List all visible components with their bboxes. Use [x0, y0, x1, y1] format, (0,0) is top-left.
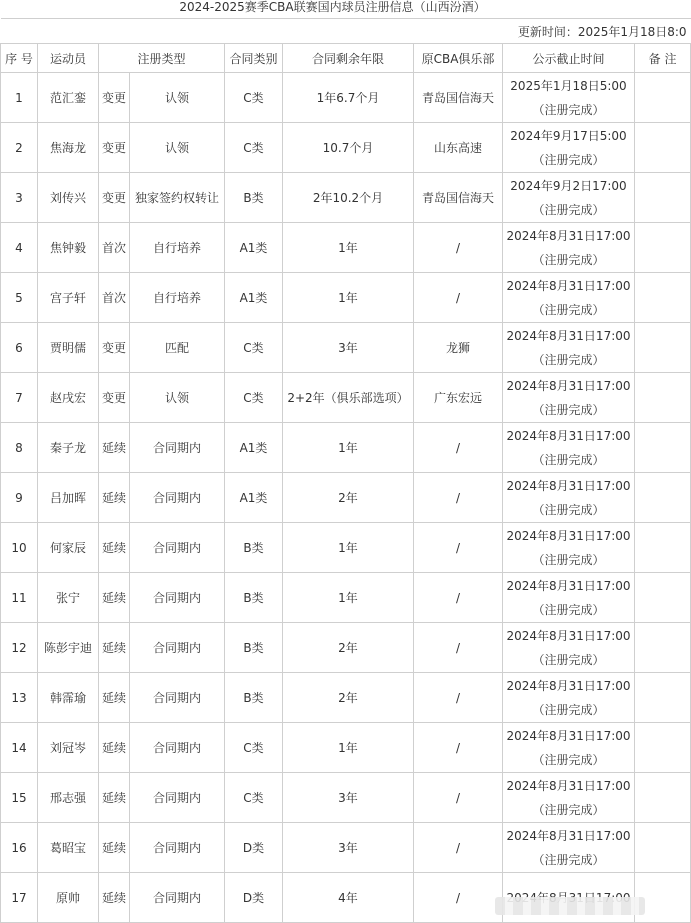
row-remaining: 1年 [283, 723, 414, 773]
row-deadline [503, 823, 635, 873]
row-no: 16 [1, 823, 38, 873]
row-registration-status: （注册完成） [532, 302, 605, 317]
row-reg-kind: 变更 [99, 373, 130, 423]
row-remaining: 2年 [283, 673, 414, 723]
row-registration-status: （注册完成） [532, 402, 605, 417]
row-player-name: 焦钟毅 [38, 223, 99, 273]
row-player-name: 赵戌宏 [38, 373, 99, 423]
row-registration-status: （注册完成） [532, 152, 605, 167]
row-reg-kind: 变更 [99, 123, 130, 173]
row-reg-kind: 延续 [99, 573, 130, 623]
row-reg-kind: 首次 [99, 273, 130, 323]
row-reg-detail: 自行培养 [130, 273, 225, 323]
row-contract-type: A1类 [225, 273, 283, 323]
row-registration-status: （注册完成） [532, 652, 605, 667]
row-contract-type: A1类 [225, 423, 283, 473]
row-remark [635, 473, 691, 523]
row-remaining: 1年 [283, 423, 414, 473]
table-header [1, 44, 691, 73]
row-registration-status: （注册完成） [532, 852, 605, 867]
row-remaining: 10.7个月 [283, 123, 414, 173]
row-deadline-time: 2024年8月31日17:00 [506, 328, 631, 343]
col-header-remark: 备 注 [635, 44, 691, 73]
row-remark [635, 723, 691, 773]
row-reg-detail: 认领 [130, 73, 225, 123]
row-player-name: 刘冠岑 [38, 723, 99, 773]
row-deadline-time: 2024年8月31日17:00 [506, 778, 631, 793]
row-no: 2 [1, 123, 38, 173]
row-remaining: 2年 [283, 623, 414, 673]
row-reg-kind: 延续 [99, 873, 130, 923]
row-original-club: / [414, 773, 503, 823]
row-no: 14 [1, 723, 38, 773]
col-header-original-club: 原CBA俱乐部 [414, 44, 503, 73]
row-deadline-time: 2024年8月31日17:00 [506, 678, 631, 693]
row-original-club: / [414, 473, 503, 523]
row-reg-detail: 合同期内 [130, 873, 225, 923]
row-deadline-time: 2024年8月31日17:00 [506, 428, 631, 443]
row-remark [635, 523, 691, 573]
row-player-name: 吕加晖 [38, 473, 99, 523]
update-time-row [1, 19, 691, 44]
row-reg-kind: 首次 [99, 223, 130, 273]
row-reg-kind: 延续 [99, 823, 130, 873]
row-contract-type: B类 [225, 573, 283, 623]
row-registration-status: （注册完成） [532, 452, 605, 467]
col-header-remaining: 合同剩余年限 [283, 44, 414, 73]
row-deadline-time: 2024年8月31日17:00 [506, 628, 631, 643]
row-deadline-time: 2024年8月31日17:00 [506, 478, 631, 493]
row-player-name: 陈彭宇迪 [38, 623, 99, 673]
row-reg-kind: 变更 [99, 173, 130, 223]
row-no: 1 [1, 73, 38, 123]
row-player-name: 原帅 [38, 873, 99, 923]
row-contract-type: C类 [225, 723, 283, 773]
row-player-name: 何家辰 [38, 523, 99, 573]
row-contract-type: A1类 [225, 473, 283, 523]
row-player-name: 宫子轩 [38, 273, 99, 323]
row-remark [635, 223, 691, 273]
row-deadline [503, 673, 635, 723]
row-no: 15 [1, 773, 38, 823]
row-reg-detail: 合同期内 [130, 673, 225, 723]
row-original-club: 山东高速 [414, 123, 503, 173]
row-registration-status: （注册完成） [532, 752, 605, 767]
row-remark [635, 423, 691, 473]
row-deadline [503, 473, 635, 523]
row-reg-detail: 合同期内 [130, 823, 225, 873]
row-original-club: / [414, 573, 503, 623]
row-reg-detail: 匹配 [130, 323, 225, 373]
col-header-deadline: 公示截止时间 [503, 44, 635, 73]
row-registration-status: （注册完成） [532, 602, 605, 617]
row-original-club: 青岛国信海天 [414, 73, 503, 123]
col-header-contract-type: 合同类别 [225, 44, 283, 73]
row-deadline [503, 723, 635, 773]
table-row [1, 723, 691, 773]
row-deadline [503, 573, 635, 623]
row-deadline-time: 2024年8月31日17:00 [506, 578, 631, 593]
row-player-name: 韩霈瑜 [38, 673, 99, 723]
table-row [1, 423, 691, 473]
row-player-name: 贾明儒 [38, 323, 99, 373]
row-contract-type: B类 [225, 623, 283, 673]
row-contract-type: A1类 [225, 223, 283, 273]
row-contract-type: C类 [225, 323, 283, 373]
row-contract-type: B类 [225, 173, 283, 223]
row-contract-type: C类 [225, 73, 283, 123]
row-deadline [503, 323, 635, 373]
row-reg-kind: 变更 [99, 73, 130, 123]
table-row [1, 473, 691, 523]
row-reg-kind: 延续 [99, 673, 130, 723]
row-deadline [503, 123, 635, 173]
row-original-club: / [414, 873, 503, 923]
row-remaining: 2年 [283, 473, 414, 523]
row-reg-kind: 延续 [99, 623, 130, 673]
row-original-club: / [414, 823, 503, 873]
row-no: 4 [1, 223, 38, 273]
row-reg-detail: 合同期内 [130, 523, 225, 573]
row-deadline-time: 2024年8月31日17:00 [506, 378, 631, 393]
row-remark [635, 773, 691, 823]
row-original-club: 广东宏远 [414, 373, 503, 423]
row-reg-detail: 合同期内 [130, 773, 225, 823]
row-no: 10 [1, 523, 38, 573]
row-deadline [503, 523, 635, 573]
row-contract-type: B类 [225, 523, 283, 573]
row-player-name: 秦子龙 [38, 423, 99, 473]
watermark-blur [495, 897, 645, 915]
table-body [1, 73, 691, 923]
row-remaining: 1年6.7个月 [283, 73, 414, 123]
row-remaining: 1年 [283, 573, 414, 623]
row-deadline [503, 173, 635, 223]
row-remaining: 2年10.2个月 [283, 173, 414, 223]
row-no: 8 [1, 423, 38, 473]
row-player-name: 张宁 [38, 573, 99, 623]
col-header-player: 运动员 [38, 44, 99, 73]
table-row [1, 173, 691, 223]
table-row [1, 273, 691, 323]
row-contract-type: B类 [225, 673, 283, 723]
row-reg-detail: 认领 [130, 123, 225, 173]
col-header-no: 序 号 [1, 44, 38, 73]
row-no: 13 [1, 673, 38, 723]
row-reg-detail: 合同期内 [130, 473, 225, 523]
row-deadline-time: 2025年1月18日5:00 [510, 78, 627, 93]
row-remark [635, 573, 691, 623]
row-original-club: 龙狮 [414, 323, 503, 373]
row-remark [635, 123, 691, 173]
table-row [1, 523, 691, 573]
row-remaining: 3年 [283, 823, 414, 873]
row-player-name: 焦海龙 [38, 123, 99, 173]
row-player-name: 刘传兴 [38, 173, 99, 223]
row-no: 12 [1, 623, 38, 673]
row-contract-type: C类 [225, 773, 283, 823]
row-deadline-time: 2024年8月31日17:00 [506, 228, 631, 243]
row-reg-kind: 延续 [99, 773, 130, 823]
row-remark [635, 673, 691, 723]
row-original-club: / [414, 723, 503, 773]
row-remark [635, 173, 691, 223]
table-row [1, 673, 691, 723]
col-header-reg-type: 注册类型 [99, 44, 225, 73]
row-deadline [503, 623, 635, 673]
registration-table [0, 18, 691, 923]
row-reg-kind: 延续 [99, 423, 130, 473]
row-remaining: 1年 [283, 273, 414, 323]
table-row [1, 123, 691, 173]
row-remaining: 4年 [283, 873, 414, 923]
row-reg-detail: 合同期内 [130, 623, 225, 673]
row-reg-kind: 延续 [99, 473, 130, 523]
row-remark [635, 373, 691, 423]
row-original-club: / [414, 623, 503, 673]
table-row [1, 573, 691, 623]
row-deadline [503, 373, 635, 423]
row-deadline-time: 2024年9月2日17:00 [510, 178, 627, 193]
row-registration-status: （注册完成） [532, 552, 605, 567]
row-reg-detail: 独家签约权转让 [130, 173, 225, 223]
row-remaining: 1年 [283, 523, 414, 573]
registration-sheet [0, 18, 687, 921]
row-reg-detail: 自行培养 [130, 223, 225, 273]
row-reg-kind: 延续 [99, 723, 130, 773]
row-contract-type: C类 [225, 123, 283, 173]
row-remaining: 3年 [283, 773, 414, 823]
row-remaining: 2+2年（俱乐部选项） [283, 373, 414, 423]
row-original-club: / [414, 523, 503, 573]
row-no: 7 [1, 373, 38, 423]
row-registration-status: （注册完成） [532, 802, 605, 817]
row-remark [635, 823, 691, 873]
row-reg-detail: 合同期内 [130, 423, 225, 473]
row-original-club: / [414, 223, 503, 273]
row-reg-detail: 认领 [130, 373, 225, 423]
row-registration-status: （注册完成） [532, 252, 605, 267]
page-title: 2024-2025赛季CBA联赛国内球员注册信息（山西汾酒） [179, 0, 486, 14]
table-row [1, 73, 691, 123]
row-remark [635, 623, 691, 673]
row-remaining: 1年 [283, 223, 414, 273]
row-reg-detail: 合同期内 [130, 723, 225, 773]
row-deadline-time: 2024年8月31日17:00 [506, 728, 631, 743]
row-remaining: 3年 [283, 323, 414, 373]
row-deadline-time: 2024年8月31日17:00 [506, 278, 631, 293]
row-registration-status: （注册完成） [532, 202, 605, 217]
row-remark [635, 73, 691, 123]
row-no: 17 [1, 873, 38, 923]
row-registration-status: （注册完成） [532, 502, 605, 517]
row-original-club: / [414, 673, 503, 723]
row-deadline [503, 273, 635, 323]
row-registration-status: （注册完成） [532, 702, 605, 717]
row-no: 11 [1, 573, 38, 623]
row-remark [635, 273, 691, 323]
row-registration-status: （注册完成） [532, 352, 605, 367]
row-contract-type: D类 [225, 823, 283, 873]
row-original-club: 青岛国信海天 [414, 173, 503, 223]
row-original-club: / [414, 273, 503, 323]
row-contract-type: C类 [225, 373, 283, 423]
row-no: 6 [1, 323, 38, 373]
row-reg-detail: 合同期内 [130, 573, 225, 623]
row-deadline [503, 223, 635, 273]
table-row [1, 373, 691, 423]
row-no: 5 [1, 273, 38, 323]
row-reg-kind: 延续 [99, 523, 130, 573]
row-deadline-time: 2024年8月31日17:00 [506, 828, 631, 843]
update-time: 更新时间：2025年1月18日8:0 [1, 19, 691, 44]
row-no: 3 [1, 173, 38, 223]
row-player-name: 范汇銮 [38, 73, 99, 123]
row-contract-type: D类 [225, 873, 283, 923]
row-deadline-time: 2024年8月31日17:00 [506, 528, 631, 543]
row-original-club: / [414, 423, 503, 473]
row-deadline [503, 423, 635, 473]
row-deadline [503, 73, 635, 123]
row-player-name: 邢志强 [38, 773, 99, 823]
row-remark [635, 323, 691, 373]
row-reg-kind: 变更 [99, 323, 130, 373]
table-row [1, 823, 691, 873]
row-registration-status: （注册完成） [532, 102, 605, 117]
table-row [1, 773, 691, 823]
table-row [1, 223, 691, 273]
row-no: 9 [1, 473, 38, 523]
row-deadline [503, 773, 635, 823]
table-row [1, 323, 691, 373]
row-deadline-time: 2024年9月17日5:00 [510, 128, 627, 143]
row-player-name: 葛昭宝 [38, 823, 99, 873]
table-row [1, 623, 691, 673]
